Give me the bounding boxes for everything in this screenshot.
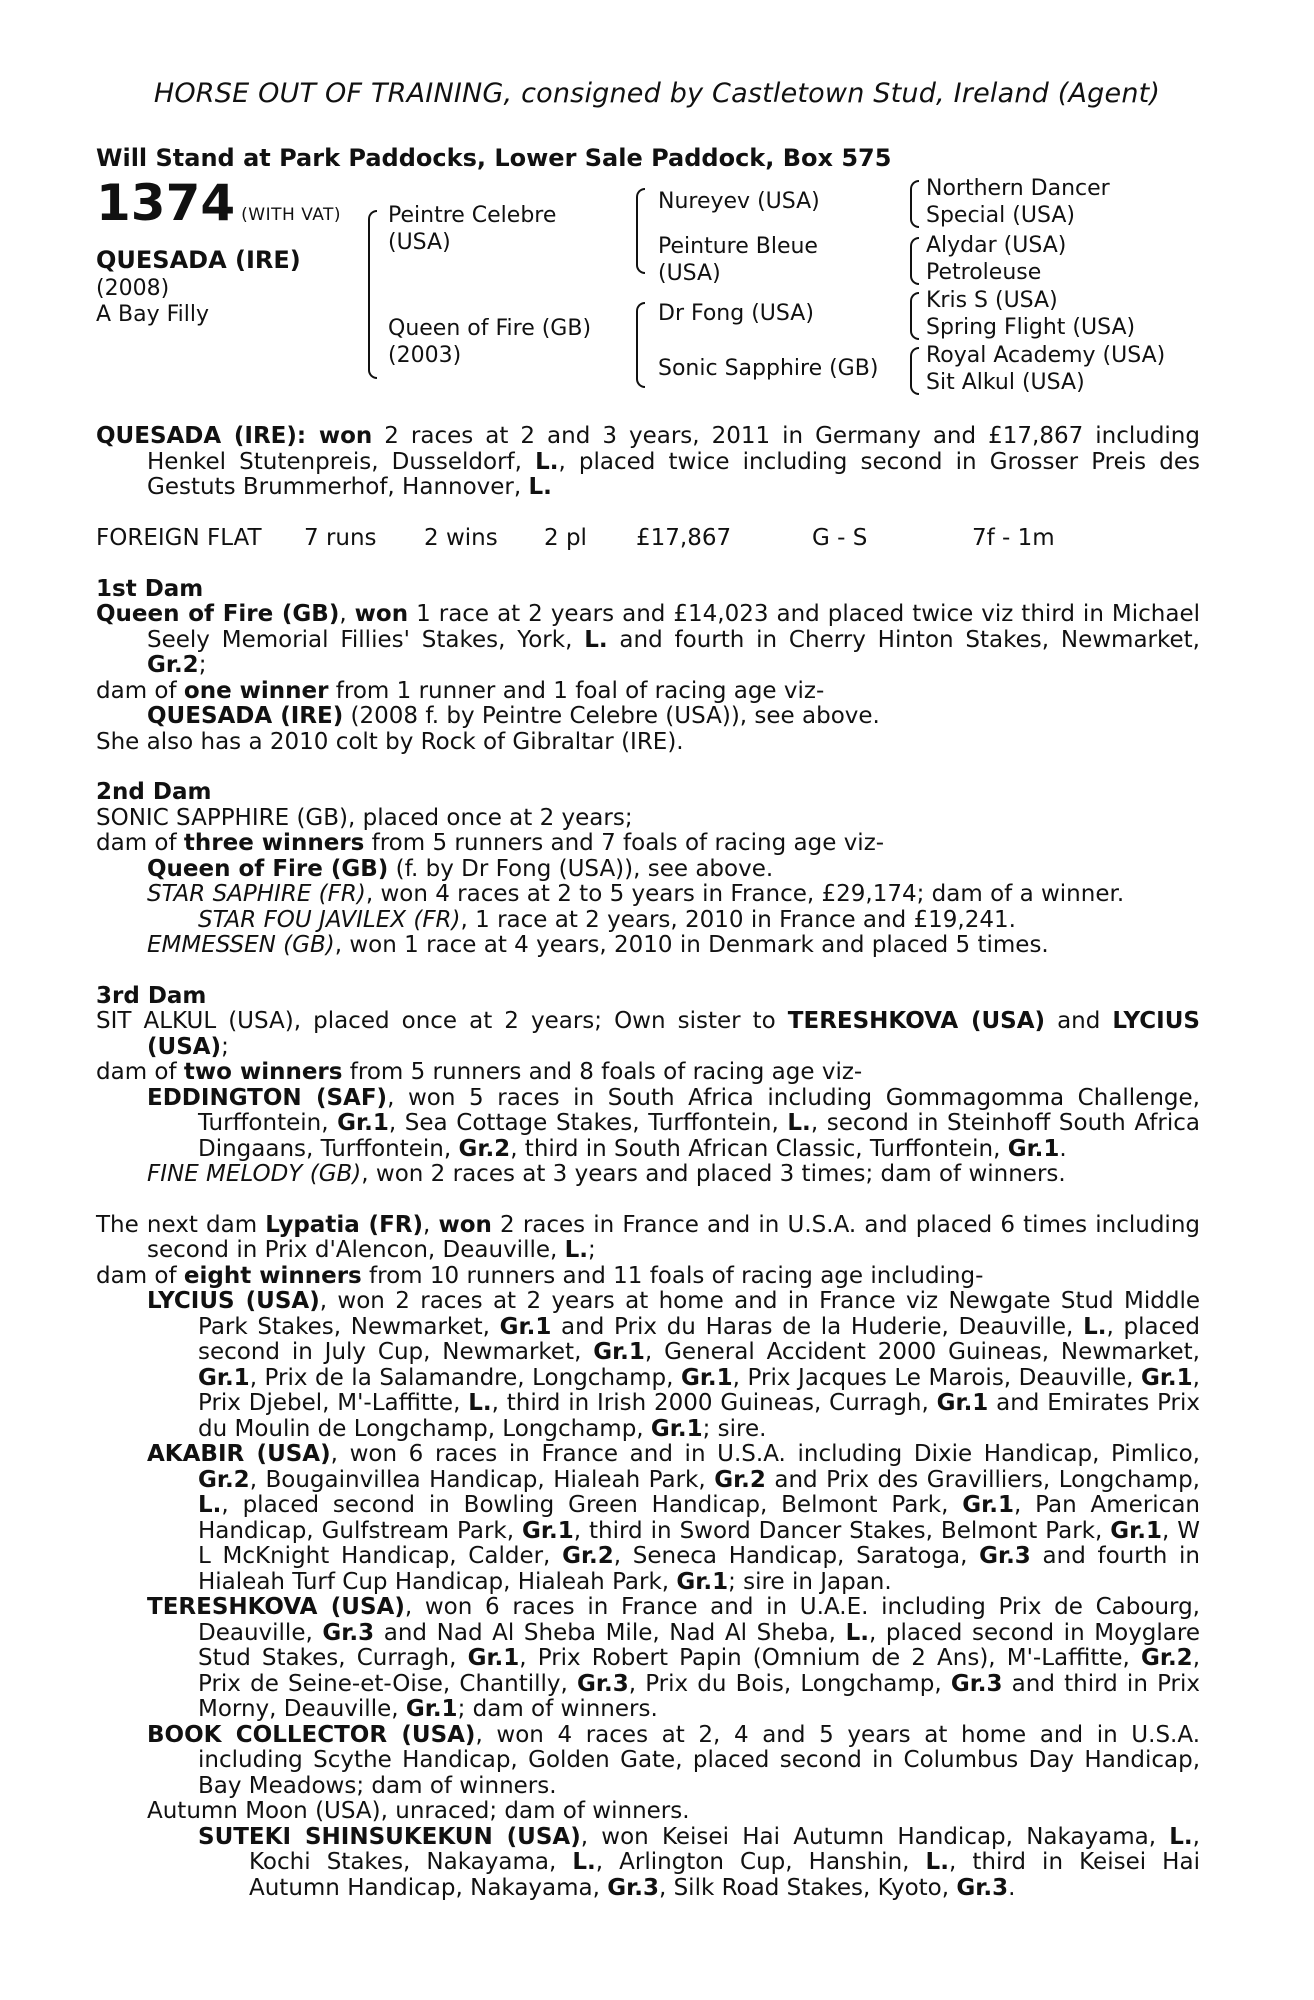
lot-number-value: 1374 [96,174,236,232]
pedigree-sd-line2: (USA) [658,261,721,286]
horse-year: (2008) [96,276,170,301]
page-header: HORSE OUT OF TRAINING, consigned by Castletown Stud, Ireland (Agent) [153,78,1161,109]
stand-location: Will Stand at Park Paddocks, Lower Sale Paddock, Box 575 [96,144,892,172]
dam1-also: She also has a 2010 colt by Rock of Gibraltar (IRE). [96,728,684,755]
next-dam-record: The next dam Lypatia (FR), won 2 races in France and in U.S.A. and placed 6 times including second in Prix d'Alencon, Deauville, L.; [96,1211,1200,1263]
brace-ss-parents [910,180,919,228]
brace-sire-dam [368,210,377,379]
dam2-produce: dam of three winners from 5 runners and 7 foals of racing age viz- [96,830,885,856]
pedigree-dsd: Spring Flight (USA) [926,315,1136,340]
catalogue-body [96,424,1200,1901]
record-label: FOREIGN FLAT [96,524,262,551]
pedigree-ddd: Sit Alkul (USA) [926,370,1085,395]
brace-ds-parents [910,292,919,340]
brace-dam-parents [636,302,645,388]
horse-name: QUESADA (IRE) [96,246,301,274]
progeny-book-collector: BOOK COLLECTOR (USA), won 4 races at 2, 4 and 5 years at home and in U.S.A. including Scythe Handicap, Golden Gate, placed second in Columbus Day Handicap, Bay Meadows; dam of winners. [147,1721,1201,1799]
pedigree-sdd: Petroleuse [926,260,1042,285]
dam1-heading: 1st Dam [96,575,204,602]
progeny-akabir: AKABIR (USA), won 6 races in France and in U.S.A. including Dixie Handicap, Pimlico, Gr.2, Bougainvillea Handicap, Hialeah Park, Gr.2 and Prix des Gravilliers, Longchamp, L., placed second in Bowling Green Handicap, Belmont Park, Gr.1, Pan American Handicap, Gulfstream Park, Gr.1, third in Sword Dancer Stakes, Belmont Park, Gr.1, W L McKnight Handicap, Calder, Gr.2, Seneca Handicap, Saratoga, Gr.3 and fourth in Hialeah Turf Cup Handicap, Hialeah Park, Gr.1; sire in Japan. [147,1441,1200,1595]
pedigree-sire-line2: (USA) [388,230,451,255]
record-prize: £17,867 [636,524,732,551]
pedigree-sire [388,202,556,256]
dam3-progeny-2: FINE MELODY (GB), won 2 races at 3 years and placed 3 times; dam of winners. [147,1161,1066,1187]
pedigree-ss: Nureyev (USA) [658,189,820,214]
dam2-progeny-1: Queen of Fire (GB) (f. by Dr Fong (USA)), see above. [147,855,774,882]
pedigree-sss: Northern Dancer [926,176,1110,201]
pedigree-dds: Royal Academy (USA) [926,343,1166,368]
pedigree-sd-line1: Peinture Bleue [658,234,818,259]
horse-summary: QUESADA (IRE): won 2 races at 2 and 3 years, 2011 in Germany and £17,867 including Henkel Stutenpreis, Dusseldorf, L., placed twice including second in Grosser Preis des Gestuts Brummerhof, Hannover, L. [96,423,1201,500]
brace-sire-parents [636,188,645,274]
lot-number [96,174,342,232]
pedigree-sire-line1: Peintre Celebre [388,203,557,228]
summary-won: won [318,423,373,449]
dam3-heading: 3rd Dam [96,982,207,1009]
progeny-autumn-moon: Autumn Moon (USA), unraced; dam of winners. [147,1798,690,1824]
record-going: G - S [812,524,868,551]
dam3-produce: dam of two winners from 5 runners and 8 foals of racing age viz- [96,1059,863,1085]
pedigree-sds: Alydar (USA) [926,233,1067,258]
record-runs: 7 runs [304,524,377,551]
record-wins: 2 wins [424,524,498,551]
record-placed: 2 pl [544,524,587,551]
vat-label: (WITH VAT) [241,205,342,225]
pedigree-dd: Sonic Sapphire (GB) [658,356,879,381]
pedigree-ssd: Special (USA) [926,203,1075,228]
dam3-record: SIT ALKUL (USA), placed once at 2 years; Own sister to TERESHKOVA (USA) and LYCIUS (USA); [96,1008,1200,1060]
pedigree-dam-line1: Queen of Fire (GB) [388,316,592,341]
record-distance: 7f - 1m [972,524,1055,551]
progeny-suteki-shinsukekun: SUTEKI SHINSUKEKUN (USA), won Keisei Hai Autumn Handicap, Nakayama, L., Kochi Stakes, Nakayama, L., Arlington Cup, Hanshin, L., third in Keisei Hai Autumn Handicap, Nakayama, Gr.3, Silk Road Stakes, Kyoto, Gr.3. [198,1823,1200,1901]
progeny-tereshkova: TERESHKOVA (USA), won 6 races in France and in U.A.E. including Prix de Cabourg, Deauville, Gr.3 and Nad Al Sheba Mile, Nad Al Sheba, L., placed second in Moyglare Stud Stakes, Curragh, Gr.1, Prix Robert Papin (Omnium de 2 Ans), M'-Laffitte, Gr.2, Prix de Seine-et-Oise, Chantilly, Gr.3, Prix du Bois, Longchamp, Gr.3 and third in Prix Morny, Deauville, Gr.1; dam of winners. [147,1594,1200,1722]
pedigree-dss: Kris S (USA) [926,288,1058,313]
summary-horse-name: QUESADA (IRE) [96,423,297,449]
pedigree-dam [388,315,591,369]
dam1-produce: dam of one winner from 1 runner and 1 foal of racing age viz- [96,677,825,704]
pedigree-sd [658,233,818,287]
progeny-lycius: LYCIUS (USA), won 2 races at 2 years at home and in France viz Newgate Stud Middle Park Stakes, Newmarket, Gr.1 and Prix du Haras de la Huderie, Deauville, L., placed second in July Cup, Newmarket, Gr.1, General Accident 2000 Guineas, Newmarket, Gr.1, Prix de la Salamandre, Longchamp, Gr.1, Prix Jacques Le Marois, Deauville, Gr.1, Prix Djebel, M'-Laffitte, L., third in Irish 2000 Guineas, Curragh, Gr.1 and Emirates Prix du Moulin de Longchamp, Longchamp, Gr.1; sire. [147,1288,1200,1442]
horse-description: A Bay Filly [96,302,210,327]
pedigree-dam-line2: (2003) [388,343,462,368]
dam2-record: SONIC SAPPHIRE (GB), placed once at 2 years; [96,804,633,831]
next-dam-produce: dam of eight winners from 10 runners and 11 foals of racing age including- [96,1262,984,1289]
dam1-record: Queen of Fire (GB), won 1 race at 2 years and £14,023 and placed twice viz third in Michael Seely Memorial Fillies' Stakes, York, L. and fourth in Cherry Hinton Stakes, Newmarket, Gr.2; [96,601,1200,678]
race-record [96,526,1200,552]
dam1-progeny-1: QUESADA (IRE) (2008 f. by Peintre Celebre (USA)), see above. [147,703,880,729]
dam2-progeny-2: STAR SAPHIRE (FR), won 4 races at 2 to 5 years in France, £29,174; dam of a winner. [147,881,1125,907]
pedigree-ds: Dr Fong (USA) [658,301,814,326]
brace-dd-parents [910,347,919,395]
dam2-progeny-4: EMMESSEN (GB), won 1 race at 4 years, 2010 in Denmark and placed 5 times. [147,932,1049,958]
brace-sd-parents [910,237,919,285]
dam2-progeny-3: STAR FOU JAVILEX (FR), 1 race at 2 years, 2010 in France and £19,241. [198,906,1016,933]
dam2-heading: 2nd Dam [96,779,212,805]
dam3-progeny-1: EDDINGTON (SAF), won 5 races in South Africa including Gommagomma Challenge, Turffontein, Gr.1, Sea Cottage Stakes, Turffontein, L., second in Steinhoff South Africa Dingaans, Turffontein, Gr.2, third in South African Classic, Turffontein, Gr.1. [147,1084,1200,1162]
